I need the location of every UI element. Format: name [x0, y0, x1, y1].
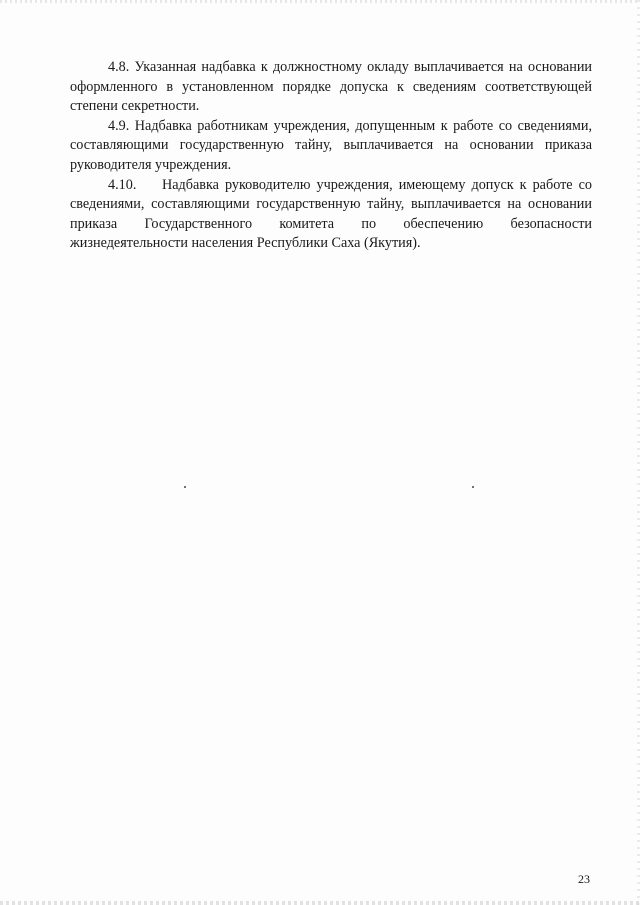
scan-edge-top [0, 0, 640, 3]
paragraph-4-10 [70, 176, 592, 254]
paragraph-text: Надбавка руководителю учреждения, имеющему допуск к работе со сведениями, составляющими государственную тайну, выплачивается на основании приказа Государственного комитета по обеспечению безопасности жизнедеятельности населения Республики Саха (Якутия). [70, 176, 592, 252]
paragraph-number: 4.9. [108, 117, 130, 134]
scan-speck [472, 486, 474, 488]
paragraph-4-8 [70, 58, 592, 117]
paragraph-number: 4.10. [108, 176, 137, 193]
paragraph-text: Указанная надбавка к должностному окладу выплачивается на основании оформленного в установленном порядке допуска к сведениям соответствующей степени секретности. [70, 59, 592, 115]
scan-edge-bottom [0, 901, 640, 905]
page-number: 23 [578, 872, 590, 886]
paragraph-text: Надбавка работникам учреждения, допущенным к работе со сведениями, составляющими государственную тайну, выплачивается на основании приказа руководителя учреждения. [70, 117, 592, 173]
paragraph-number: 4.8. [108, 59, 130, 75]
scan-speck [184, 486, 186, 488]
document-body [70, 58, 592, 254]
paragraph-4-9 [70, 117, 592, 176]
